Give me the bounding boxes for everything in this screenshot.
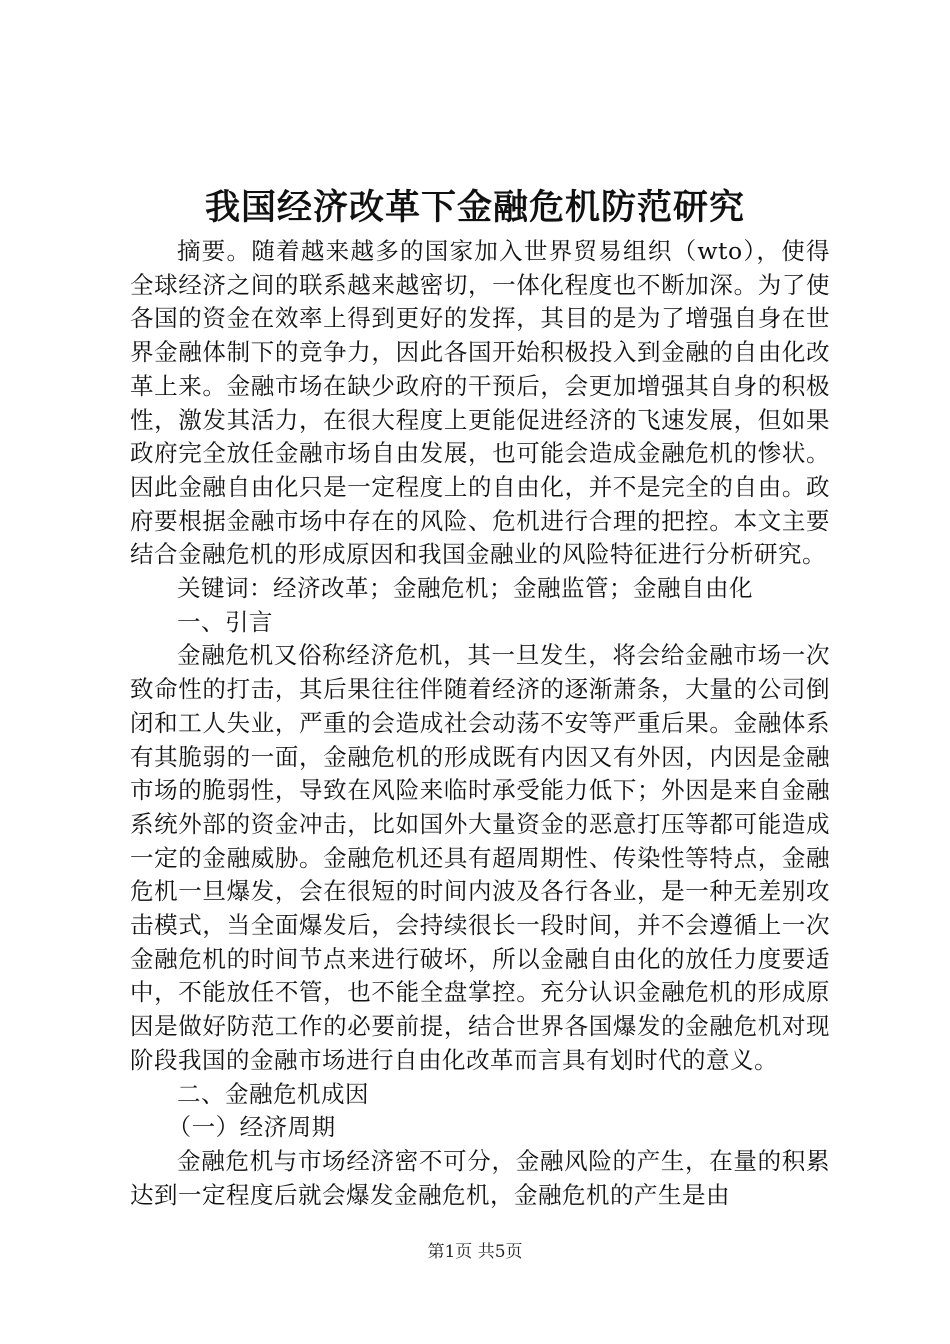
section-heading-causes: 二、金融危机成因 [177, 1079, 369, 1108]
abstract-paragraph: 摘要。随着越来越多的国家加入世界贸易组织（wto），使得全球经济之间的联系越来越密切，一体化程度也不断加深。为了使各国的资金在效率上得到更好的发挥，其目的是为了增强自身在世界金融体制下的竞争力，因此各国开始积极投入到金融的自由化改革上来。金融市场在缺少政府的干预后，会更加增强其自身的积极性，激发其活力，在很大程度上更能促进经济的飞速发展，但如果政府完全放任金融市场自由发展，也可能会造成金融危机的惨状。因此金融自由化只是一定程度上的自由化，并不是完全的自由。政府要根据金融市场中存在的风险、危机进行合理的把控。本文主要结合金融危机的形成原因和我国金融业的风险特征进行分析研究。 [130, 237, 830, 569]
page-number-footer: 第1页 共5页 [427, 1242, 523, 1262]
section-heading-introduction: 一、引言 [177, 607, 273, 636]
keywords-paragraph: 关键词：经济改革；金融危机；金融监管；金融自由化 [177, 574, 753, 603]
document-body [130, 235, 830, 1212]
document-title: 我国经济改革下金融危机防范研究 [204, 187, 745, 228]
subsection-heading-economic-cycle: （一）经济周期 [167, 1113, 336, 1142]
introduction-paragraph: 金融危机又俗称经济危机，其一旦发生，将会给金融市场一次致命性的打击，其后果往往伴随着经济的逐渐萧条，大量的公司倒闭和工人失业，严重的会造成社会动荡不安等严重后果。金融体系有其脆弱的一面，金融危机的形成既有内因又有外因，内因是金融市场的脆弱性，导致在风险来临时承受能力低下；外因是来自金融系统外部的资金冲击，比如国外大量资金的恶意打压等都可能造成一定的金融威胁。金融危机还具有超周期性、传染性等特点，金融危机一旦爆发，会在很短的时间内波及各行各业，是一种无差别攻击模式，当全面爆发后，会持续很长一段时间，并不会遵循上一次金融危机的时间节点来进行破坏，所以金融自由化的放任力度要适中，不能放任不管，也不能全盘掌控。充分认识金融危机的形成原因是做好防范工作的必要前提，结合世界各国爆发的金融危机对现阶段我国的金融市场进行自由化改革而言具有划时代的意义。 [130, 641, 830, 1074]
economic-cycle-paragraph: 金融危机与市场经济密不可分，金融风险的产生，在量的积累达到一定程度后就会爆发金融危机，金融危机的产生是由 [130, 1146, 830, 1209]
